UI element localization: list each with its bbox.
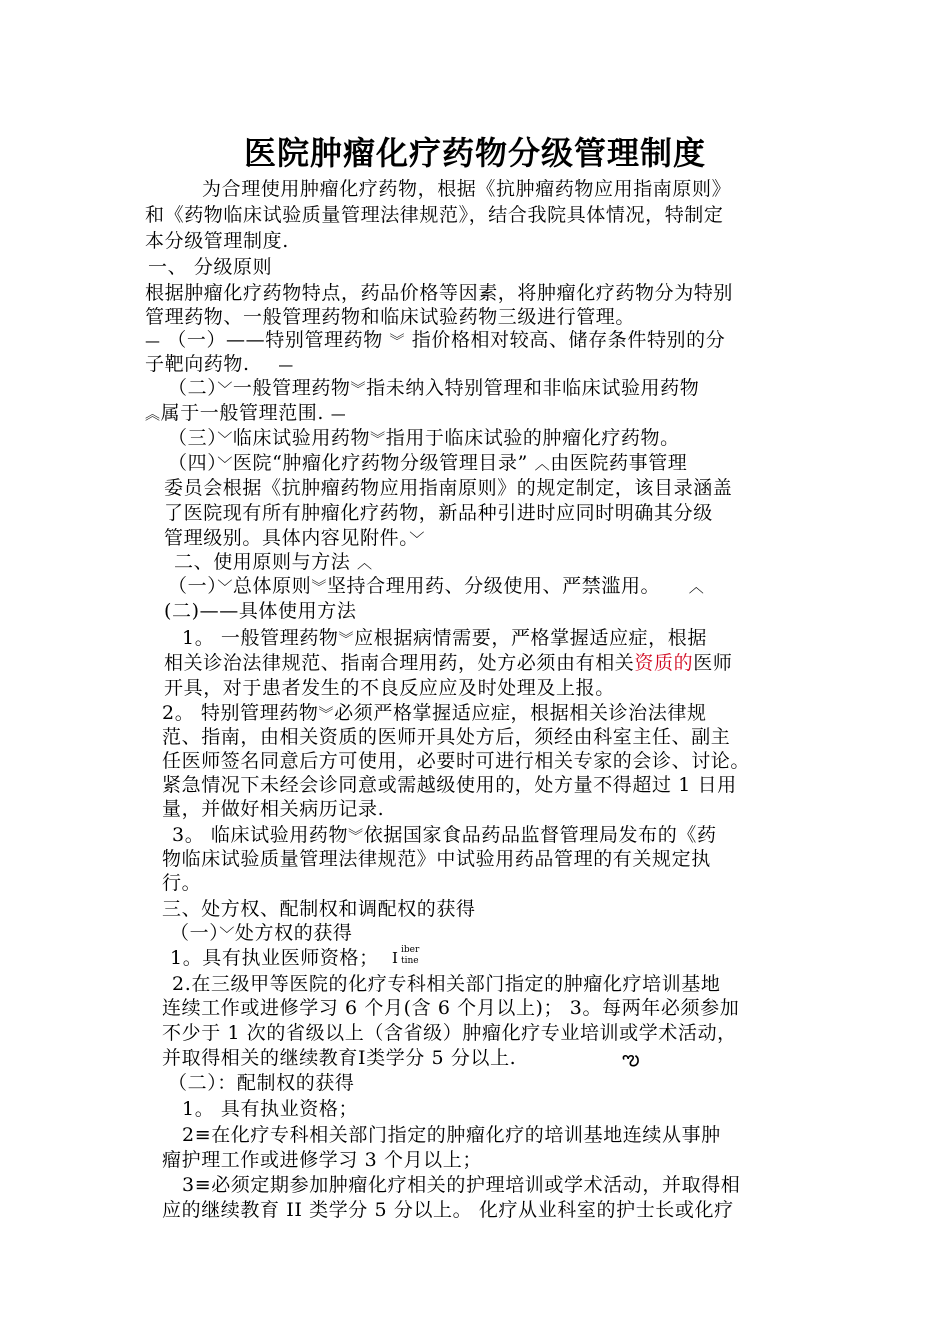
paragraph-line: 量，并做好相关病历记录.	[162, 798, 385, 820]
paragraph-line: 管理药物、一般管理药物和临床试验药物三级进行管理。	[145, 306, 636, 328]
line-text: 指未纳入特别管理和非临床试验用药物	[366, 377, 700, 399]
chevron-icon: ﹀	[217, 455, 233, 473]
dash-mark: —	[278, 356, 294, 374]
line-text: （三）	[168, 427, 218, 449]
paragraph-line: 2≡在化疗专科相关部门指定的肿瘤化疗的培训基地连续从事肿	[182, 1124, 721, 1146]
paragraph-line: 任医师签名同意后方可使用，必要时可进行相关专家的会诊、讨论。	[162, 750, 751, 772]
superscript-mark: iber	[401, 945, 420, 955]
paragraph-line	[172, 823, 717, 848]
paragraph-line	[170, 921, 353, 946]
paragraph-line	[145, 352, 294, 377]
line-text: （一）	[168, 575, 218, 597]
paragraph-line: 2.在三级甲等医院的化疗专科相关部门指定的肿瘤化疗培训基地	[172, 973, 721, 995]
line-text: 医师	[693, 652, 733, 674]
double-chevron-icon: ︾	[311, 578, 327, 596]
paragraph-line	[164, 651, 732, 675]
paragraph-line: 根据肿瘤化疗药物特点，药品价格等因素，将肿瘤化疗药物分为特别	[145, 282, 734, 304]
double-chevron-icon: ︾	[350, 380, 367, 398]
line-text: 管理级别。具体内容见附件。	[164, 527, 410, 549]
line-text: 必须严格掌握适应症，根据相关诊治法律规	[334, 702, 707, 724]
paragraph-line: 范、指南，由相关资质的医师开具处方后，须经由科室主任、副主	[162, 726, 731, 748]
paragraph-line: 连续工作或进修学习 6 个月(含 6 个月以上)； 3。每两年必须参加	[162, 997, 740, 1019]
paragraph-line: 为合理使用肿瘤化疗药物，根据《抗肿瘤药物应用指南原则》	[202, 178, 732, 200]
double-caret-icon: ︽	[145, 405, 161, 423]
paragraph-line: 物临床试验质量管理法律规范》中试验用药品管理的有关规定执	[162, 848, 711, 870]
line-text: 指价格相对较高、储存条件特别的分	[411, 329, 726, 351]
caret-icon: ︿	[688, 578, 705, 596]
paragraph-line	[182, 626, 707, 651]
line-text: 一般管理药物	[232, 377, 351, 399]
paragraph-line	[168, 574, 704, 599]
paragraph-line	[168, 451, 687, 476]
line-text: 应根据病情需要，严格掌握适应症，根据	[354, 627, 707, 649]
line-text: （四）	[168, 452, 218, 474]
line-text: 坚持合理用药、分级使用、严禁滥用。	[326, 575, 661, 597]
paragraph-line	[145, 401, 346, 426]
double-chevron-icon: ︾	[318, 705, 335, 723]
paragraph-line	[168, 426, 680, 451]
paragraph-line: 3≡必须定期参加肿瘤化疗相关的护理培训或学术活动，并取得相	[182, 1174, 741, 1196]
caret-icon: ︿	[357, 554, 373, 572]
superscript-mark: I	[392, 949, 398, 967]
paragraph-line: 应的继续教育 II 类学分 5 分以上。 化疗从业科室的护士长或化疗	[162, 1199, 734, 1221]
paragraph-line: 和《药物临床试验质量管理法律规范》，结合我院具体情况，特制定	[145, 204, 724, 226]
double-chevron-icon: ︾	[370, 430, 386, 448]
line-text: 总体原则	[232, 575, 312, 597]
chevron-icon: ﹀	[409, 530, 425, 548]
line-text: 医院“肿瘤化疗药物分级管理目录”	[232, 452, 528, 474]
dash-mark: —	[330, 405, 347, 423]
section-heading	[174, 550, 373, 575]
paragraph-line: 紧急情况下未经会诊同意或需越级使用的，处方量不得超过 1 日用	[162, 774, 737, 796]
line-text: 属于一般管理范围.	[160, 402, 325, 424]
paragraph-line	[145, 328, 725, 353]
chevron-icon: ﹀	[217, 578, 233, 596]
paragraph-line: 1。 具有执业资格；	[182, 1098, 359, 1120]
section-heading: 一、 分级原则	[148, 256, 273, 278]
line-text: 2。 特别管理药物	[162, 702, 319, 724]
line-text: 二、使用原则与方法	[174, 551, 351, 573]
chevron-icon: ﹀	[219, 925, 235, 943]
line-text: 临床试验用药物	[232, 427, 371, 449]
line-text: （一）	[170, 922, 220, 944]
paragraph-line: 瘤护理工作或进修学习 3 个月以上；	[162, 1149, 482, 1171]
paragraph-line	[168, 376, 699, 401]
dash-mark: —	[145, 332, 161, 350]
paragraph-line: (二)——具体使用方法	[164, 600, 357, 622]
line-text: 1。 一般管理药物	[182, 627, 339, 649]
line-text: （一）——特别管理药物	[167, 329, 383, 351]
paragraph-line: 本分级管理制度.	[145, 230, 289, 252]
line-text: 3。 临床试验用药物	[172, 824, 349, 846]
paragraph-line: 不少于 1 次的省级以上（含省级）肿瘤化疗专业培训或学术活动，	[162, 1022, 737, 1044]
paragraph-line: 1。具有执业医师资格；	[170, 947, 379, 969]
paragraph-line: 委员会根据《抗肿瘤药物应用指南原则》的规定制定，该目录涵盖	[164, 477, 733, 499]
double-chevron-icon: ︾	[348, 827, 364, 845]
paragraph-line: 行。	[162, 872, 202, 894]
line-text: （二）	[168, 377, 218, 399]
line-text: 由医院药事管理	[550, 452, 688, 474]
paragraph-line: 并取得相关的继续教育Ⅰ类学分 5 分以上.	[162, 1047, 517, 1069]
paragraph-line	[162, 701, 707, 726]
paragraph-line: 了医院现有所有肿瘤化疗药物，新品种引进时应同时明确其分级	[164, 502, 713, 524]
line-text: 依据国家食品药品监督管理局发布的《药	[363, 824, 717, 846]
caret-icon: ︿	[534, 455, 551, 473]
line-text: 指用于临床试验的肿瘤化疗药物。	[385, 427, 680, 449]
document-title: 医院肿瘤化疗药物分级管理制度	[243, 134, 706, 172]
line-text: 相关诊治法律规范、指南合理用药，处方必须由有相关	[164, 652, 635, 674]
highlighted-text: 资质的	[634, 652, 694, 674]
chevron-icon: ﹀	[217, 380, 233, 398]
paragraph-line: （二）：配制权的获得	[168, 1072, 355, 1094]
line-text: 子靶向药物.	[145, 353, 250, 375]
paragraph-line	[164, 526, 425, 551]
paragraph-line: 开具，对于患者发生的不良反应应及时处理及上报。	[164, 677, 615, 699]
superscript-mark: tine	[401, 956, 419, 966]
section-heading: 三、处方权、配制权和调配权的获得	[162, 898, 476, 920]
double-chevron-icon: ︾	[338, 630, 355, 648]
ornament-icon: ఌ	[622, 1046, 640, 1070]
line-text: 处方权的获得	[234, 922, 353, 944]
double-chevron-icon: ︾	[389, 332, 406, 350]
chevron-icon: ﹀	[217, 430, 233, 448]
